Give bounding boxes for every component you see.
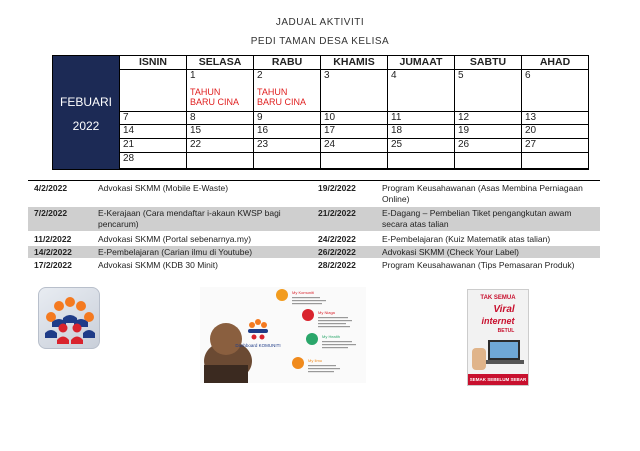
day-number: 10 <box>324 112 336 123</box>
day-cell <box>186 112 253 125</box>
day-cell <box>454 125 521 139</box>
activity-name: E-Dagang – Pembelian Tiket pengangkutan awam secara atas talian <box>382 208 572 229</box>
activity-row <box>28 182 600 206</box>
day-number: 28 <box>123 153 135 164</box>
person-illustration <box>204 323 252 383</box>
day-cell <box>387 112 454 125</box>
day-number: 15 <box>190 125 202 136</box>
day-cell <box>454 139 521 153</box>
day-header-isnin: ISNIN <box>119 56 186 70</box>
day-cell <box>119 125 186 139</box>
day-cell <box>454 70 521 112</box>
day-cell <box>119 112 186 125</box>
poster-section-2: My Health <box>322 334 341 339</box>
activity-name: E-Pembelajaran (Carian ilmu di Youtube) <box>98 247 253 257</box>
activity-name: E-Kerajaan (Cara mendaftar i-akaun KWSP bagi pencarum) <box>98 208 281 229</box>
day-number: 26 <box>458 139 470 150</box>
day-header-rabu: RABU <box>253 56 320 70</box>
day-cell <box>320 70 387 112</box>
book-title-mid: Viral <box>493 304 515 315</box>
month-cell <box>53 56 119 169</box>
day-header-selasa: SELASA <box>186 56 253 70</box>
day-cell <box>119 139 186 153</box>
day-cell <box>119 70 186 112</box>
book-title-top: TAK SEMUA <box>480 295 516 301</box>
day-cell <box>186 153 253 169</box>
day-number: 27 <box>525 139 537 150</box>
activity-date: 21/2/2022 <box>318 208 356 218</box>
poster-section-0: My Komuniti <box>292 290 315 295</box>
day-number: 7 <box>123 112 129 123</box>
activity-row <box>28 207 600 231</box>
day-cell <box>320 139 387 153</box>
day-cell <box>186 70 253 112</box>
month-year: 2022 <box>72 119 100 133</box>
day-number: 20 <box>525 125 537 136</box>
book-title-end: BETUL <box>497 328 515 334</box>
community-logo-image <box>38 287 100 349</box>
day-cell <box>387 70 454 112</box>
poster-logo-icon <box>248 319 268 340</box>
day-cell <box>387 125 454 139</box>
day-cell <box>320 153 387 169</box>
calendar-grid <box>119 56 588 169</box>
hand-illustration <box>472 348 486 370</box>
activity-date: 7/2/2022 <box>34 208 68 218</box>
poster-headline: Dashboard KOMUNITI <box>235 343 281 348</box>
month-name: FEBUARI <box>59 95 112 109</box>
laptop-icon <box>484 340 524 364</box>
activity-name: Program Keusahawanan (Tips Pemasaran Produk) <box>382 260 575 270</box>
day-cell <box>521 70 588 112</box>
day-number: 16 <box>257 125 269 136</box>
day-cell <box>253 112 320 125</box>
holiday-label: TAHUN BARU CINA <box>257 87 307 107</box>
activity-row <box>28 259 600 283</box>
day-cell <box>521 112 588 125</box>
day-cell <box>320 112 387 125</box>
holiday-label: TAHUN BARU CINA <box>190 87 240 107</box>
day-number: 12 <box>458 112 470 123</box>
activity-row <box>28 233 600 245</box>
day-cell <box>521 153 588 169</box>
activity-date: 4/2/2022 <box>34 183 68 193</box>
day-number: 8 <box>190 112 196 123</box>
day-number: 4 <box>391 70 397 81</box>
book-title-bottom: internet <box>481 316 515 326</box>
activity-name: Advokasi SKMM (Mobile E-Waste) <box>98 183 229 193</box>
day-number: 25 <box>391 139 403 150</box>
day-number: 21 <box>123 139 135 150</box>
day-number: 13 <box>525 112 537 123</box>
day-header-jumaat: JUMAAT <box>387 56 454 70</box>
activity-date: 26/2/2022 <box>318 247 356 257</box>
day-number: 24 <box>324 139 336 150</box>
activity-date: 17/2/2022 <box>34 260 72 270</box>
poster-section-1: My Niaga <box>318 310 335 315</box>
day-cell <box>253 139 320 153</box>
activity-divider <box>28 180 600 181</box>
activity-name: Advokasi SKMM (KDB 30 Minit) <box>98 260 218 270</box>
day-number: 18 <box>391 125 403 136</box>
day-cell <box>186 125 253 139</box>
people-group-icon <box>39 288 101 350</box>
book-footer: SEMAK SEBELUM SEBAR <box>469 377 527 382</box>
day-number: 14 <box>123 125 135 136</box>
book-cover-image <box>467 289 529 386</box>
day-number: 2 <box>257 70 263 81</box>
day-cell <box>387 153 454 169</box>
day-cell <box>387 139 454 153</box>
day-number: 3 <box>324 70 330 81</box>
activity-name: Advokasi SKMM (Check Your Label) <box>382 247 520 257</box>
poster-section-3: My Ilmu <box>308 358 322 363</box>
day-number: 23 <box>257 139 269 150</box>
activity-date: 24/2/2022 <box>318 234 356 244</box>
day-number: 17 <box>324 125 336 136</box>
day-number: 5 <box>458 70 464 81</box>
activity-name: Program Keusahawanan (Asas Membina Perniagaan Online) <box>382 183 583 204</box>
activity-date: 28/2/2022 <box>318 260 356 270</box>
dashboard-komuniti-poster <box>200 287 366 383</box>
activity-date: 19/2/2022 <box>318 183 356 193</box>
activity-row <box>28 246 600 258</box>
activity-date: 11/2/2022 <box>34 234 72 244</box>
day-cell <box>521 139 588 153</box>
day-cell <box>521 125 588 139</box>
day-cell <box>454 112 521 125</box>
day-header-sabtu: SABTU <box>454 56 521 70</box>
day-number: 22 <box>190 139 202 150</box>
day-number: 9 <box>257 112 263 123</box>
activity-date: 14/2/2022 <box>34 247 72 257</box>
activity-name: Advokasi SKMM (Portal sebenarnya.my) <box>98 234 252 244</box>
activity-name: E-Pembelajaran (Kuiz Matematik atas talian) <box>382 234 551 244</box>
day-number: 11 <box>391 112 402 123</box>
day-header-ahad: AHAD <box>521 56 588 70</box>
day-cell <box>320 125 387 139</box>
day-number: 19 <box>458 125 470 136</box>
page-subtitle: PEDI TAMAN DESA KELISA <box>250 36 390 47</box>
day-number: 1 <box>190 70 196 81</box>
day-number: 6 <box>525 70 531 81</box>
day-header-khamis: KHAMIS <box>320 56 387 70</box>
day-cell <box>253 70 320 112</box>
day-cell <box>119 153 186 169</box>
day-cell <box>253 153 320 169</box>
day-cell <box>253 125 320 139</box>
day-cell <box>186 139 253 153</box>
calendar <box>52 55 589 170</box>
day-cell <box>454 153 521 169</box>
page-title: JADUAL AKTIVITI <box>275 17 365 28</box>
